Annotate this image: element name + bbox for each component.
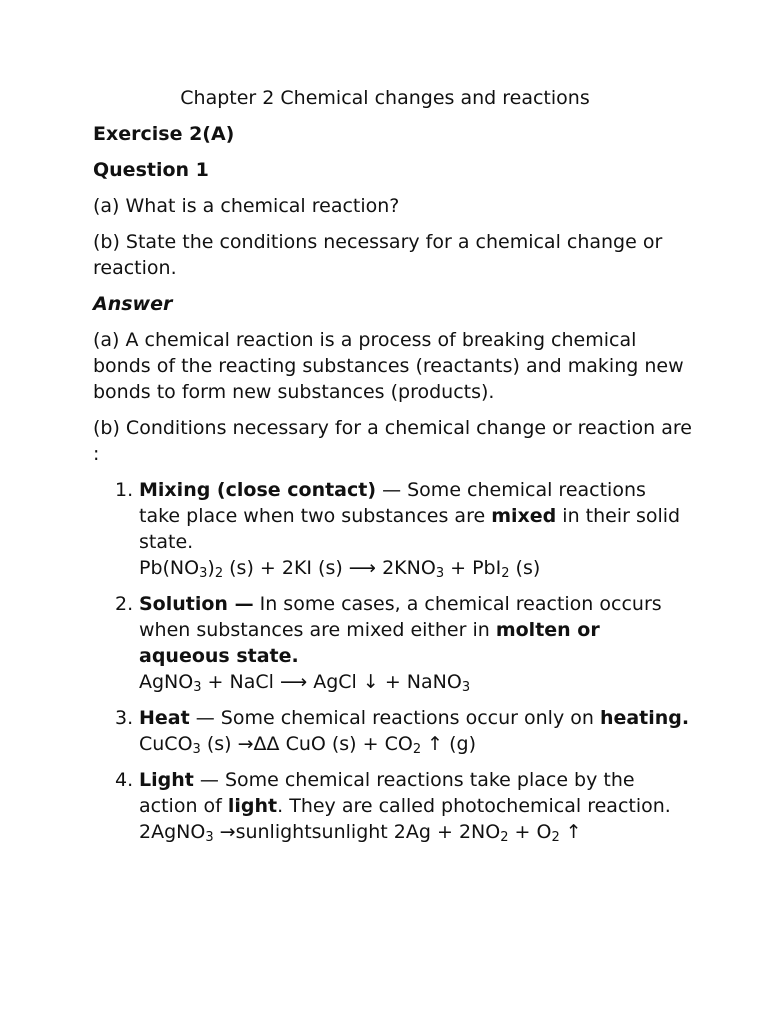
question-part-b: (b) State the conditions necessary for a chemical change or reaction. [93, 231, 663, 279]
item-number: 1. [115, 479, 134, 501]
item-text-end: in their solid state. [139, 505, 681, 553]
item-text: Some chemical reactions take place by the action of [139, 769, 635, 817]
answer-part-a: (a) A chemical reaction is a process of breaking chemical bonds of the reacting substances (reactants) and making new bonds to form new substances (products). [93, 329, 684, 403]
condition-item-light [93, 767, 693, 845]
document-content [93, 85, 693, 855]
item-number: 3. [115, 707, 134, 729]
item-dash: — [193, 769, 225, 791]
chemical-equation: $Pb(NO_3)_2$ (s) + 2KI (s) ⟶ $2KNO_3 + PbI_2$ (s) [139, 557, 541, 581]
condition-item-mixing [93, 477, 693, 581]
item-term: Light [139, 769, 194, 791]
chemical-equation: 2AgNO$_3$ →sunlightsunlight $2Ag + 2NO_2 + O_2$ ↑ [139, 821, 582, 845]
chapter-title: Chapter 2 Chemical changes and reactions [180, 87, 590, 109]
question-heading: Question 1 [93, 159, 209, 181]
item-text: In some cases, a chemical reaction occurs when substances are mixed either in [139, 593, 662, 641]
item-text: Some chemical reactions occur only on [220, 707, 600, 729]
item-text-end: . They are called photochemical reaction. [277, 795, 671, 817]
item-number: 4. [115, 769, 134, 791]
condition-item-heat [93, 705, 693, 757]
item-number: 2. [115, 593, 134, 615]
item-bold-text: molten or aqueous state. [139, 619, 600, 667]
condition-item-solution [93, 591, 693, 695]
item-bold-text: light [227, 795, 278, 817]
item-dash: — [376, 479, 408, 501]
item-bold-text: mixed [491, 505, 557, 527]
answer-part-b: (b) Conditions necessary for a chemical change or reaction are : [93, 417, 692, 465]
item-term: Mixing (close contact) [139, 479, 377, 501]
item-dash: — [189, 707, 221, 729]
answer-heading: Answer [93, 293, 173, 315]
conditions-list [93, 477, 693, 845]
item-term: Heat [139, 707, 190, 729]
item-term: Solution — [139, 593, 254, 615]
chemical-equation: CuCO$_3$ (s) →ΔΔ CuO $(s) + CO_2$ ↑ (g) [139, 733, 476, 757]
item-text: Some chemical reactions take place when two substances are [139, 479, 646, 527]
chemical-equation: AgNO$_3$ + NaCl ⟶ AgCl ↓ + NaNO$_3$ [139, 671, 471, 695]
exercise-heading: Exercise 2(A) [93, 123, 235, 145]
item-bold-text: heating. [599, 707, 690, 729]
question-part-a: (a) What is a chemical reaction? [93, 195, 400, 217]
